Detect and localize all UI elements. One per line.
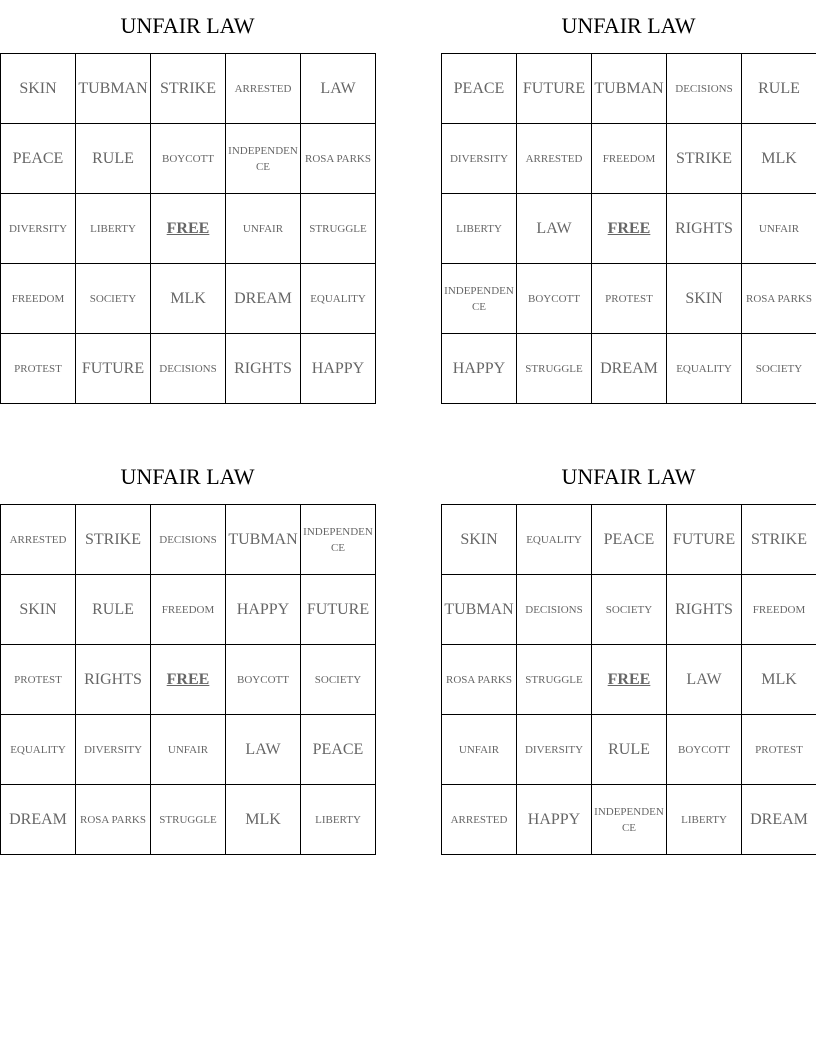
free-space-cell: FREE	[151, 645, 226, 715]
bingo-cell: UNFAIR	[742, 194, 816, 264]
bingo-cell: RIGHTS	[76, 645, 151, 715]
bingo-cell: BOYCOTT	[517, 264, 592, 334]
free-space-cell: FREE	[592, 645, 667, 715]
bingo-cell: PROTEST	[592, 264, 667, 334]
bingo-cell: DIVERSITY	[76, 715, 151, 785]
bingo-cell: ROSA PARKS	[742, 264, 816, 334]
bingo-cell: SKIN	[442, 505, 517, 575]
grid-row	[442, 505, 816, 575]
bingo-cell: FUTURE	[667, 505, 742, 575]
grid-row	[1, 264, 376, 334]
bingo-cell: SKIN	[1, 575, 76, 645]
bingo-grid	[0, 504, 376, 855]
bingo-cell: DREAM	[742, 785, 816, 855]
bingo-cell: SOCIETY	[592, 575, 667, 645]
bingo-cell: EQUALITY	[517, 505, 592, 575]
bingo-cell: LIBERTY	[442, 194, 517, 264]
bingo-cell: SOCIETY	[742, 334, 816, 404]
bingo-cell: FUTURE	[76, 334, 151, 404]
bingo-cell: ROSA PARKS	[76, 785, 151, 855]
bingo-cell: MLK	[742, 645, 816, 715]
grid-row	[1, 194, 376, 264]
bingo-cell: TUBMAN	[226, 505, 301, 575]
bingo-cell: TUBMAN	[76, 54, 151, 124]
grid-row	[442, 645, 816, 715]
bingo-cell: INDEPENDENCE	[442, 264, 517, 334]
bingo-cell: INDEPENDENCE	[592, 785, 667, 855]
bingo-cell: DIVERSITY	[517, 715, 592, 785]
bingo-card-1	[0, 12, 375, 377]
bingo-cell: PEACE	[301, 715, 376, 785]
bingo-cell: SKIN	[1, 54, 76, 124]
grid-row	[1, 124, 376, 194]
bingo-cell: ARRESTED	[517, 124, 592, 194]
bingo-cell: ARRESTED	[442, 785, 517, 855]
bingo-cell: UNFAIR	[226, 194, 301, 264]
bingo-cell: HAPPY	[442, 334, 517, 404]
bingo-cell: STRUGGLE	[517, 645, 592, 715]
grid-row	[442, 715, 816, 785]
bingo-cell: FUTURE	[301, 575, 376, 645]
grid-row	[442, 194, 816, 264]
bingo-cell: ROSA PARKS	[301, 124, 376, 194]
bingo-cell: HAPPY	[301, 334, 376, 404]
bingo-cell: DECISIONS	[151, 334, 226, 404]
bingo-cell: BOYCOTT	[226, 645, 301, 715]
bingo-cell: DREAM	[592, 334, 667, 404]
bingo-card-2	[441, 12, 816, 377]
bingo-card-4	[441, 463, 816, 834]
bingo-cell: EQUALITY	[667, 334, 742, 404]
bingo-grid	[441, 504, 816, 855]
bingo-cell: DIVERSITY	[1, 194, 76, 264]
bingo-cell: RULE	[742, 54, 816, 124]
bingo-cell: STRUGGLE	[517, 334, 592, 404]
bingo-cell: DIVERSITY	[442, 124, 517, 194]
bingo-cell: SOCIETY	[76, 264, 151, 334]
bingo-cell: STRIKE	[667, 124, 742, 194]
bingo-cell: LAW	[301, 54, 376, 124]
bingo-cell: RIGHTS	[226, 334, 301, 404]
bingo-cell: INDEPENDENCE	[226, 124, 301, 194]
grid-row	[1, 54, 376, 124]
card-title: UNFAIR LAW	[120, 13, 255, 38]
bingo-cell: EQUALITY	[1, 715, 76, 785]
bingo-cell: LAW	[667, 645, 742, 715]
bingo-cell: DREAM	[1, 785, 76, 855]
bingo-cell: STRUGGLE	[151, 785, 226, 855]
bingo-cell: RIGHTS	[667, 575, 742, 645]
grid-row	[1, 785, 376, 855]
bingo-cell: SOCIETY	[301, 645, 376, 715]
grid-row	[442, 785, 816, 855]
bingo-cell: FREEDOM	[592, 124, 667, 194]
bingo-cell: LIBERTY	[667, 785, 742, 855]
bingo-cell: STRIKE	[742, 505, 816, 575]
bingo-cell: UNFAIR	[442, 715, 517, 785]
bingo-cell: LAW	[226, 715, 301, 785]
bingo-cell: RULE	[592, 715, 667, 785]
bingo-cell: FUTURE	[517, 54, 592, 124]
grid-row	[1, 505, 376, 575]
bingo-cell: ARRESTED	[1, 505, 76, 575]
card-title: UNFAIR LAW	[120, 464, 255, 489]
bingo-cell: TUBMAN	[442, 575, 517, 645]
grid-row	[442, 264, 816, 334]
bingo-cell: STRIKE	[76, 505, 151, 575]
free-space-cell: FREE	[592, 194, 667, 264]
bingo-cell: HAPPY	[517, 785, 592, 855]
bingo-cell: MLK	[226, 785, 301, 855]
bingo-cell: FREEDOM	[151, 575, 226, 645]
bingo-cell: ROSA PARKS	[442, 645, 517, 715]
grid-row	[1, 575, 376, 645]
bingo-cell: HAPPY	[226, 575, 301, 645]
bingo-cell: FREEDOM	[742, 575, 816, 645]
grid-row	[442, 334, 816, 404]
bingo-cell: RIGHTS	[667, 194, 742, 264]
bingo-cell: DECISIONS	[517, 575, 592, 645]
free-space-cell: FREE	[151, 194, 226, 264]
grid-row	[1, 645, 376, 715]
bingo-cell: SKIN	[667, 264, 742, 334]
card-title: UNFAIR LAW	[561, 464, 696, 489]
bingo-cell: DECISIONS	[151, 505, 226, 575]
grid-row	[442, 54, 816, 124]
bingo-cell: DECISIONS	[667, 54, 742, 124]
grid-row	[1, 715, 376, 785]
bingo-cell: PROTEST	[742, 715, 816, 785]
bingo-cell: RULE	[76, 124, 151, 194]
bingo-cell: ARRESTED	[226, 54, 301, 124]
bingo-cell: BOYCOTT	[667, 715, 742, 785]
bingo-grid	[0, 53, 376, 404]
bingo-cell: LIBERTY	[76, 194, 151, 264]
bingo-cell: LIBERTY	[301, 785, 376, 855]
grid-row	[442, 124, 816, 194]
bingo-cell: EQUALITY	[301, 264, 376, 334]
bingo-cell: PEACE	[592, 505, 667, 575]
bingo-cell: PEACE	[1, 124, 76, 194]
bingo-cell: RULE	[76, 575, 151, 645]
bingo-cell: PEACE	[442, 54, 517, 124]
bingo-cell: MLK	[742, 124, 816, 194]
bingo-cell: STRIKE	[151, 54, 226, 124]
bingo-cell: PROTEST	[1, 334, 76, 404]
bingo-cell: PROTEST	[1, 645, 76, 715]
bingo-cell: TUBMAN	[592, 54, 667, 124]
bingo-cell: STRUGGLE	[301, 194, 376, 264]
bingo-cell: MLK	[151, 264, 226, 334]
bingo-cell: DREAM	[226, 264, 301, 334]
card-title: UNFAIR LAW	[561, 13, 696, 38]
bingo-cell: LAW	[517, 194, 592, 264]
bingo-cell: INDEPENDENCE	[301, 505, 376, 575]
bingo-cell: FREEDOM	[1, 264, 76, 334]
bingo-cell: UNFAIR	[151, 715, 226, 785]
grid-row	[1, 334, 376, 404]
bingo-card-3	[0, 463, 375, 828]
bingo-grid	[441, 53, 816, 404]
grid-row	[442, 575, 816, 645]
bingo-cell: BOYCOTT	[151, 124, 226, 194]
